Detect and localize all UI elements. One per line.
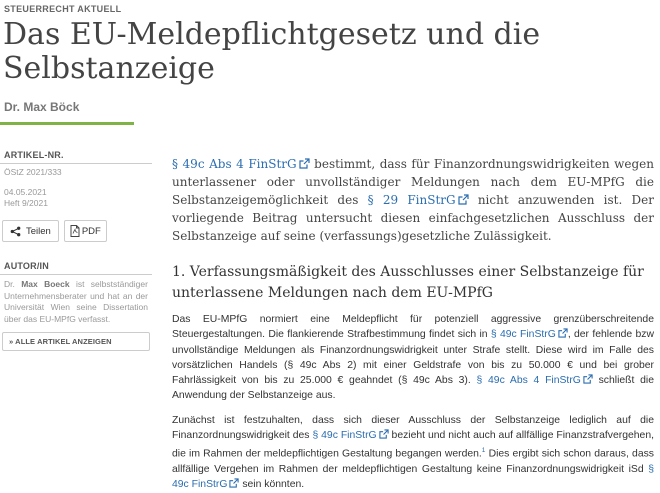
p1-link-49c-abs4-text: § 49c Abs 4 FinStrG (476, 375, 581, 387)
external-link-icon (558, 328, 568, 338)
bio-prefix: Dr. (4, 279, 15, 289)
article-category: STEUERRECHT AKTUELL (4, 4, 122, 14)
article-lead (172, 155, 654, 245)
article-sidebar (0, 150, 152, 351)
lead-link-29-text: § 29 FinStrG (367, 193, 456, 207)
share-button[interactable] (2, 220, 59, 242)
section-heading: 1. Verfassungsmäßigkeit des Ausschlusses einer Selbstanzeige für unterlassene Meldungen nach dem EU-MPfG (172, 264, 644, 301)
external-link-icon (583, 374, 593, 384)
share-icon (10, 226, 21, 237)
pdf-label: PDF (81, 225, 101, 237)
p1-text-1: Das EU-MPfG normiert eine Meldepflicht für potenziell aggressive grenzüberschreitende Steuergestaltungen. Die flankierende Strafbestimmung findet sich in (172, 314, 654, 341)
p2-link-49c-text: § 49c FinStrG (312, 430, 377, 442)
p2-text-2: bezieht und nicht auch auf allfällige Finanzstrafvergehen, die im Rahmen der meldepflichtigen Gestaltung begangen werden. (172, 430, 655, 460)
external-link-icon (229, 478, 239, 488)
external-link-icon (299, 158, 310, 169)
p1-link-49c[interactable] (491, 329, 568, 340)
p2-link-49c[interactable] (312, 430, 388, 441)
title-divider (0, 122, 134, 125)
p2-text-4: sein könnten. (242, 479, 305, 491)
article-body (172, 155, 654, 493)
pdf-icon (70, 225, 80, 237)
p1-link-49c-abs4[interactable] (477, 375, 593, 386)
all-articles-button[interactable]: » ALLE ARTIKEL ANZEIGEN (2, 332, 150, 351)
lead-link-29[interactable] (368, 193, 469, 207)
article-author: Dr. Max Böck (4, 100, 80, 114)
footnote-ref[interactable]: 1 (481, 447, 486, 455)
external-link-icon (458, 194, 469, 205)
lead-text-2: nicht anzuwenden ist. Der vorliegende Beitrag untersucht diesen einfachgesetzlichen Ausschluss der Selbstanzeige auf seine (verfassungs)gesetzliche Zulässigkeit. (172, 193, 654, 243)
article-date: 04.05.2021 (4, 187, 47, 197)
author-bio (0, 275, 152, 325)
external-link-icon (379, 429, 389, 439)
p1-text-3: schließt die Anwendung der Selbstanzeige aus. (172, 375, 654, 402)
article-issue: Heft 9/2021 (4, 198, 48, 208)
sidebar-divider (0, 163, 152, 164)
lead-link-49c[interactable] (172, 157, 310, 171)
article-title: Das EU-Meldepflichtgesetz und die Selbstanzeige (3, 17, 541, 86)
p2-text-3: Dies ergibt sich schon daraus, dass allfällige Vergehen im Rahmen der meldepflichtigen Gestaltung keine Finanzordnungswidrigkeit iSd (172, 448, 654, 476)
lead-link-49c-text: § 49c Abs 4 FinStrG (172, 157, 297, 171)
p1-link-49c-text: § 49c FinStrG (490, 329, 556, 341)
share-label: Teilen (26, 225, 51, 237)
action-buttons (0, 220, 152, 242)
author-section-label: AUTOR/IN (4, 261, 49, 271)
bio-name: Max Boeck (21, 279, 70, 289)
lead-text-1: bestimmt, dass für Finanzordnungswidrigkeiten wegen unterlassener oder unvollständiger Meldungen nach dem EU-MPfG die Selbstanzeigemöglichkeit des (172, 157, 654, 207)
pdf-button[interactable] (64, 220, 107, 242)
article-number: ÖStZ 2021/333 (4, 167, 62, 177)
bio-text: ist selbstständiger Unternehmensberater und hat an der Universität Wien seine Dissertation über das EU-MPfG verfasst. (4, 279, 148, 324)
p1-text-2: , der fehlende bzw unvollständige Meldungen als Finanzordnungswidrigkeit unter Strafe stellt. Diese wird im Falle des vorsätzlichen Handels (§ 49c Abs 2) mit einer Geldstrafe von bis zu 50.000 € und bei grober Fahrlässigkeit von bis zu 25.000 € geahndet (§ 49c Abs 3). (172, 329, 654, 387)
p2-link-49c-2-text: § 49c FinStrG (172, 464, 654, 491)
paragraph-2 (172, 413, 654, 493)
paragraph-1 (172, 312, 654, 404)
p2-text-1: Zunächst ist festzuhalten, dass sich dieser Ausschluss der Selbstanzeige lediglich auf die Finanzordnungswidrigkeit des (172, 414, 654, 442)
article-nr-label: ARTIKEL-NR. (4, 150, 64, 160)
